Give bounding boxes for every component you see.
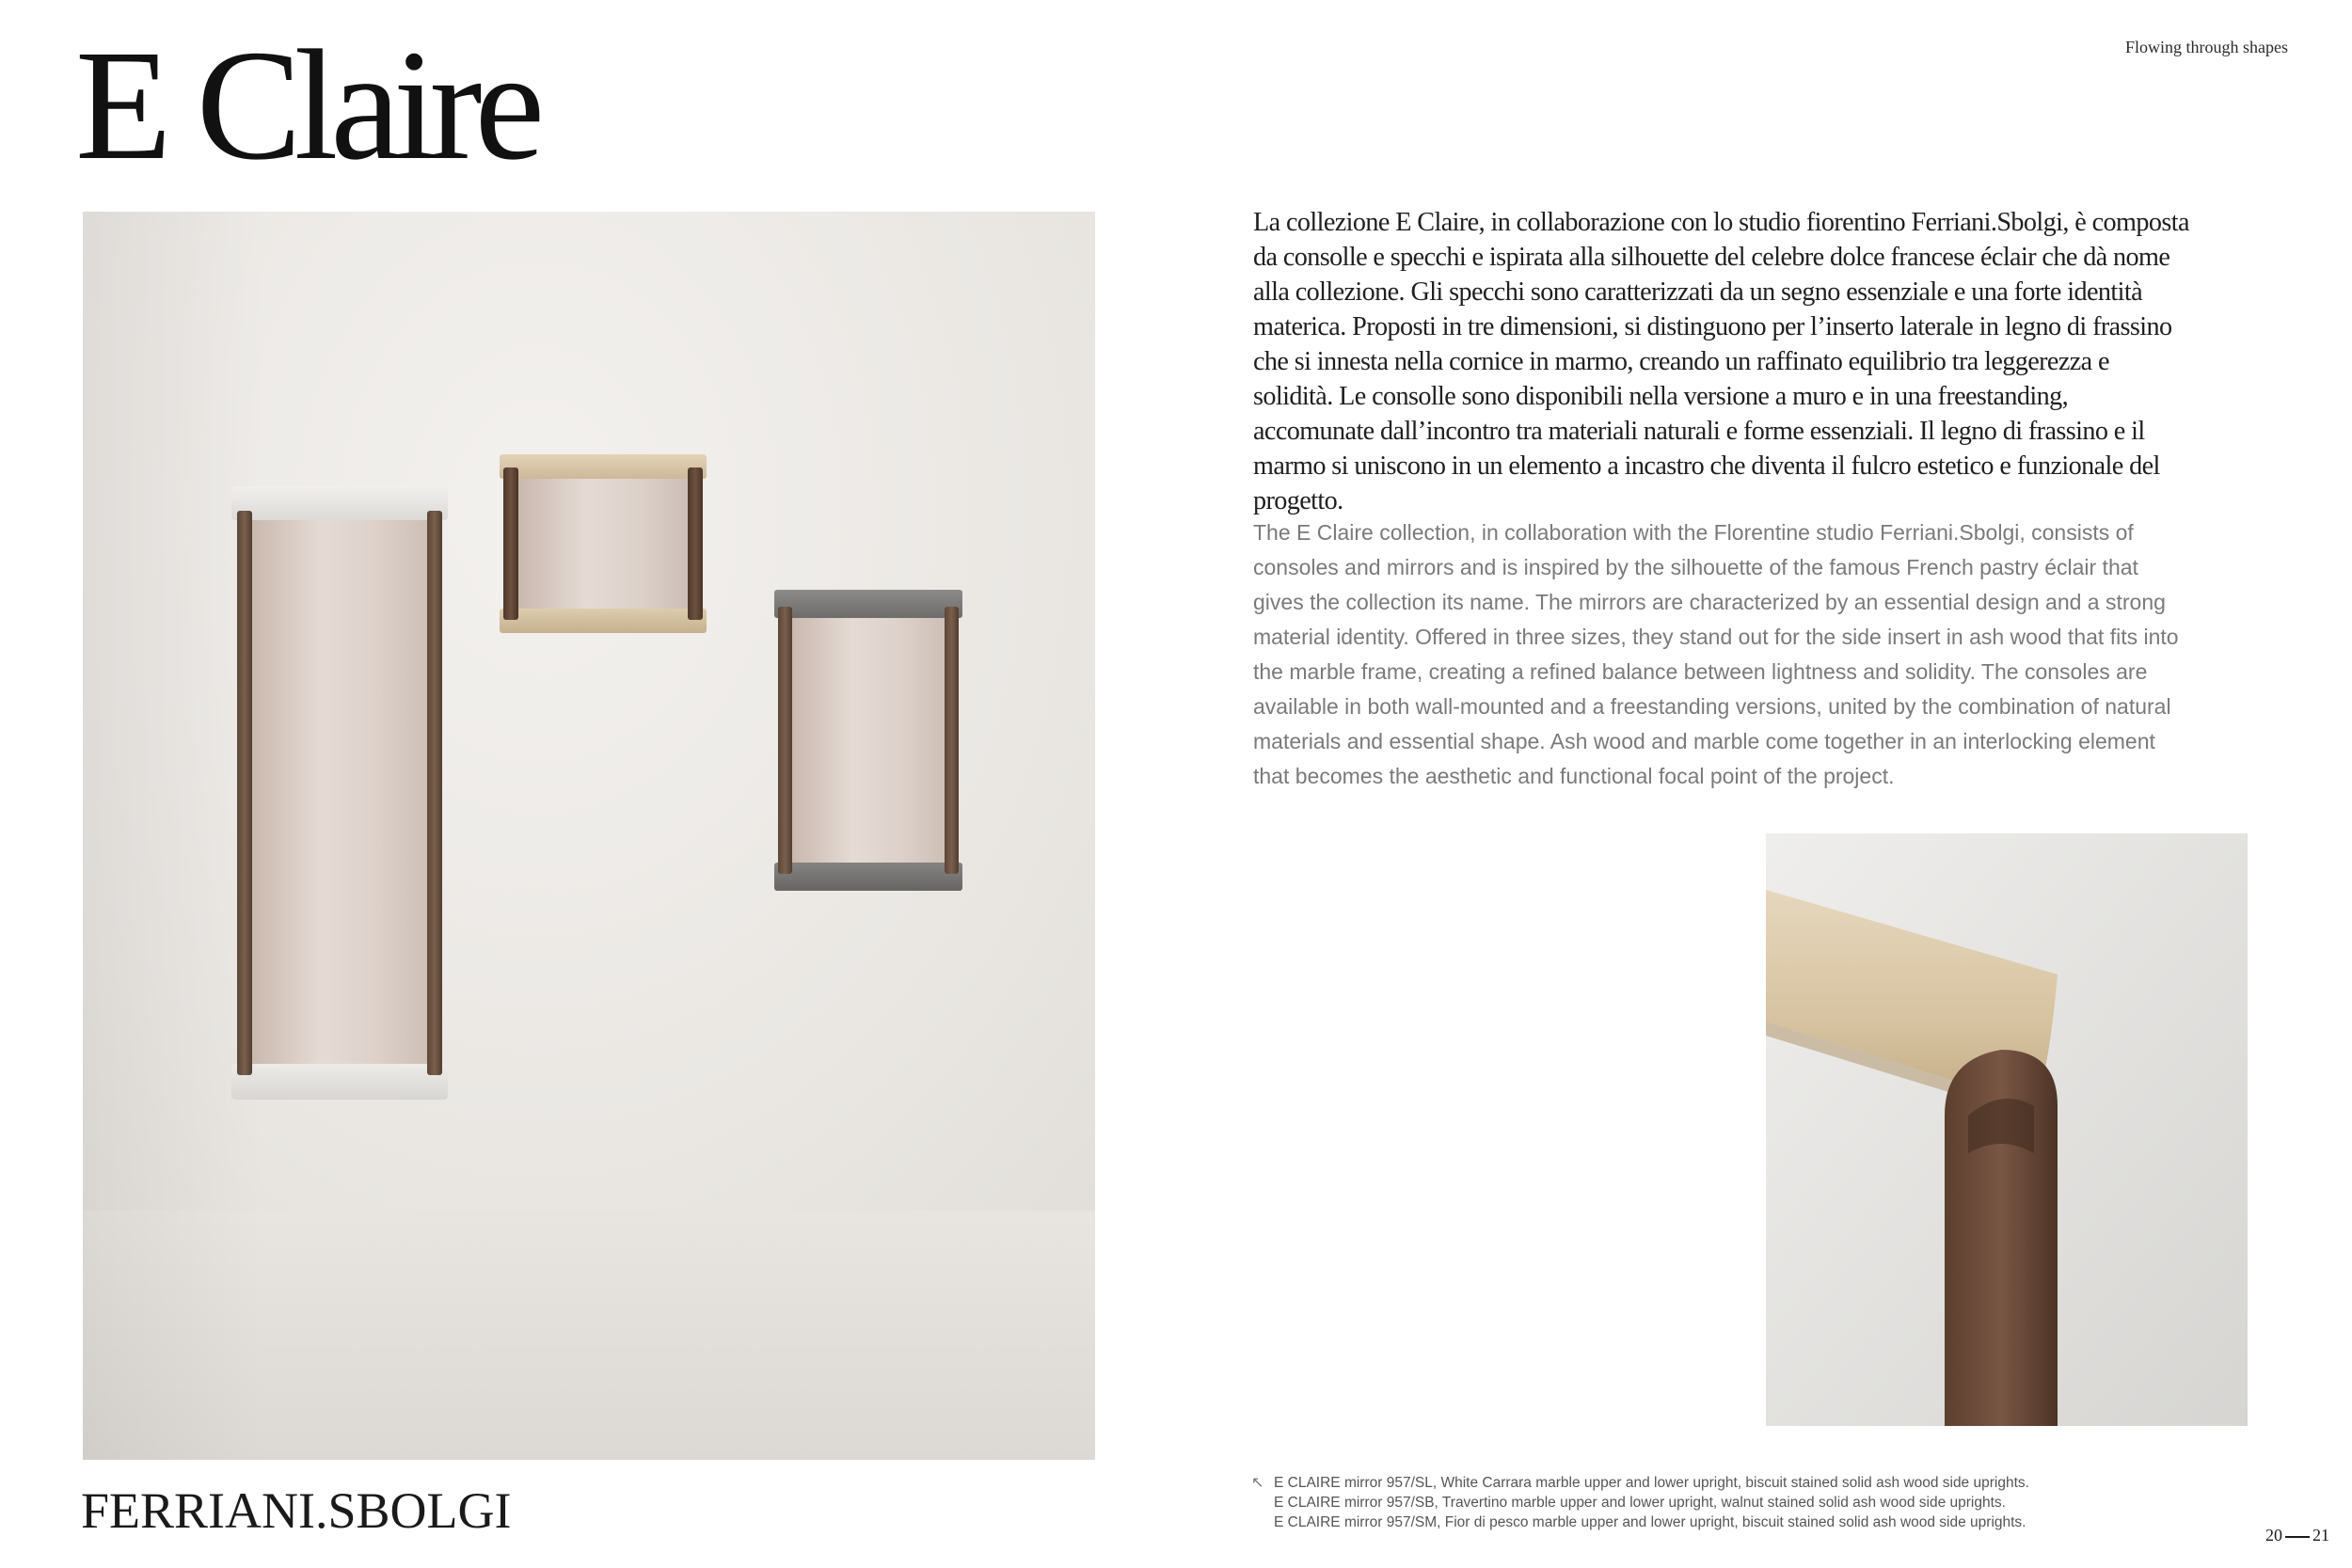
- mirror-glass: [518, 475, 688, 614]
- wood-side-left: [778, 607, 792, 874]
- marble-upright-top: [774, 590, 962, 618]
- mirror-957-sm: [774, 590, 962, 891]
- wood-side-left: [503, 467, 518, 620]
- section-tagline: Flowing through shapes: [2125, 38, 2288, 56]
- caption-line: E CLAIRE mirror 957/SM, Fior di pesco marble upper and lower upright, biscuit stained solid ash wood side uprights.: [1274, 1514, 2026, 1530]
- marble-upright-bottom: [500, 609, 707, 633]
- detail-photo: [1766, 833, 2248, 1426]
- body-text-italian: La collezione E Claire, in collaborazione con lo studio fiorentino Ferriani.Sbolgi, è composta da consolle e specchi e ispirata alla silhouette del celebre dolce francese éclair che dà nome alla collezione. Gli specchi sono caratterizzati da un segno essenziale e una forte identità materica. Proposti in tre dimensioni, si distinguono per l’inserto laterale in legno di frassino che si innesta nella cornice in marmo, creando un raffinato equilibrio tra leggerezza e solidità. Le consolle sono disponibili nella versione a muro e in una freestanding, accomunate dall’incontro tra materiali naturali e forme essenziali. Il legno di frassino e il marmo si uniscono in un elemento a incastro che diventa il fulcro estetico e funzionale del progetto.: [1253, 208, 2189, 515]
- page-number-right: 21: [2312, 1526, 2329, 1544]
- marble-upright-top: [500, 454, 707, 479]
- arrow-up-left-icon: ↖: [1251, 1475, 1264, 1491]
- detail-illustration: [1766, 833, 2248, 1426]
- marble-upright-top: [231, 486, 448, 520]
- caption-line: E CLAIRE mirror 957/SB, Travertino marble upper and lower upright, walnut stained solid ash wood side uprights.: [1274, 1495, 2006, 1511]
- hero-photo: [83, 212, 1095, 1460]
- designer-name: FERRIANI.SBOLGI: [81, 1482, 512, 1539]
- mirror-glass: [791, 612, 946, 868]
- body-text-english: The E Claire collection, in collaboration with the Florentine studio Ferriani.Sbolgi, consists of consoles and mirrors and is inspired by the silhouette of the famous French pastry éclair that gives the collection its name. The mirrors are characterized by an essential design and a strong material identity. Offered in three sizes, they stand out for the side insert in ash wood that fits into the marble frame, creating a refined balance between lightness and solidity. The consoles are available in both wall-mounted and a freestanding versions, united by the combination of natural materials and essential shape. Ash wood and marble come together in an interlocking element that becomes the aesthetic and functional focal point of the project.: [1253, 520, 2179, 788]
- mirror-957-sb: [500, 454, 707, 633]
- marble-upright-bottom: [231, 1064, 448, 1100]
- marble-upright-bottom: [774, 863, 962, 891]
- wood-side-left: [237, 511, 252, 1075]
- page-numbers: [2265, 1526, 2329, 1545]
- wood-side-right: [427, 511, 442, 1075]
- wood-side-right: [945, 607, 959, 874]
- caption-line: E CLAIRE mirror 957/SL, White Carrara marble upper and lower upright, biscuit stained solid ash wood side uprights.: [1274, 1475, 2029, 1491]
- image-captions: [1251, 1473, 2192, 1532]
- mirror-glass: [250, 511, 429, 1075]
- page-title: E Claire: [75, 18, 538, 193]
- wood-side-right: [688, 467, 703, 620]
- page-number-separator: [2285, 1536, 2310, 1538]
- mirror-957-sl: [231, 486, 448, 1100]
- page-number-left: 20: [2265, 1526, 2282, 1544]
